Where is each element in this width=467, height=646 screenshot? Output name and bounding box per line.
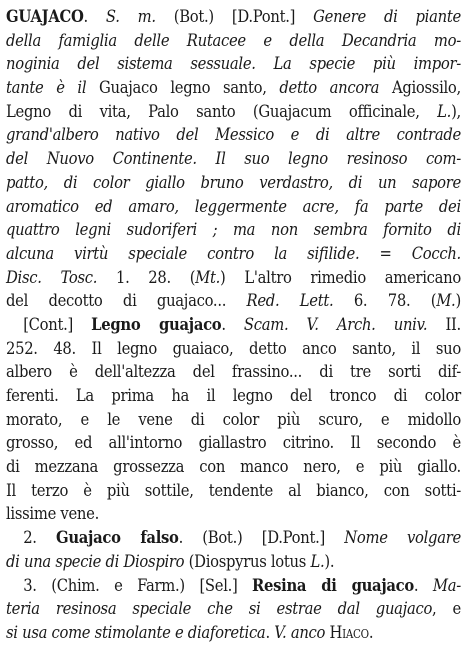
text-line <box>6 172 461 196</box>
text-segment: grand'albero nativo del Messico e di altre contrade <box>6 125 461 146</box>
text-segment: alcuna virtù speciale contro la sifilide. <box>6 243 360 264</box>
text-segment: Cocch. <box>411 243 461 264</box>
text-line <box>6 124 461 148</box>
text-segment: Legno di vita, Palo santo (Guajacum officinale, <box>6 101 438 122</box>
text-line <box>6 6 461 30</box>
text-segment: Guajaco legno santo, <box>86 78 280 99</box>
text-line <box>6 527 461 551</box>
dictionary-entry <box>6 6 461 646</box>
text-line <box>6 290 461 314</box>
text-segment: II. <box>427 314 461 335</box>
text-line <box>6 503 461 527</box>
text-segment: 1. 28. ( <box>97 267 196 288</box>
text-segment: ), <box>451 101 461 122</box>
text-segment: L. <box>437 101 452 122</box>
text-line <box>6 456 461 480</box>
text-line <box>6 53 461 77</box>
text-segment: morato, e le vene di color più scuro, e midollo <box>6 409 461 430</box>
text-segment: S. m. <box>105 7 156 27</box>
headword: Guajaco falso <box>56 528 179 549</box>
text-segment: teria resinosa speciale che si estrae dal guajaco <box>6 599 433 620</box>
text-line <box>6 338 461 362</box>
text-line <box>6 101 461 125</box>
text-segment: (Bot.) [D.Pont.] <box>155 7 314 27</box>
text-line <box>6 30 461 54</box>
text-segment: . <box>83 7 106 27</box>
text-line <box>6 551 461 575</box>
text-segment: Hiaco <box>325 622 369 643</box>
text-segment: Agiossilo, <box>379 78 461 99</box>
text-segment: aromatico ed amaro, leggermente acre, fa parte dei <box>6 196 461 217</box>
text-segment: noginia del sistema sessuale. La specie più impor- <box>6 54 461 75</box>
text-segment: . <box>265 622 275 643</box>
text-segment: grosso, ed all'intorno giallastro citrino. Il secondo è <box>6 433 461 454</box>
text-segment: si usa come stimolante e diaforetica <box>6 622 266 643</box>
text-line <box>6 480 461 504</box>
text-segment: ferenti. La prima ha il legno del tronco di color <box>6 386 461 406</box>
text-segment: L. <box>310 551 325 572</box>
text-segment: di una specie di Diospiro <box>6 551 185 572</box>
text-segment: quattro legni sudoriferi ; ma non sembra fornito di <box>6 220 461 241</box>
text-line <box>6 598 461 622</box>
text-segment: . (Bot.) [D.Pont.] <box>178 528 345 549</box>
text-segment: (Diospyrus lotus <box>184 551 311 572</box>
text-line <box>6 196 461 220</box>
text-segment: patto, di color giallo bruno verdastro, di un sapore <box>6 172 461 193</box>
text-segment: . <box>413 575 433 596</box>
text-segment: [Cont.] <box>23 314 92 335</box>
text-segment: del Nuovo Continente. Il suo legno resinoso com- <box>6 149 461 170</box>
text-line <box>6 219 461 243</box>
headword: Legno guajaco <box>91 314 222 335</box>
text-segment: 3. (Chim. e Farm.) [Sel.] <box>23 575 253 596</box>
text-segment: 252. 48. Il legno guaiaco, detto anco santo, il suo <box>6 338 461 359</box>
text-line <box>6 314 461 338</box>
text-segment: della famiglia delle Rutacee e della Decandria mo- <box>6 30 461 51</box>
text-line <box>6 243 461 267</box>
text-segment: Ma- <box>432 575 461 596</box>
text-line <box>6 409 461 433</box>
text-segment: 6. 78. ( <box>333 291 437 312</box>
text-line <box>6 77 461 101</box>
text-segment: Disc. Tosc. <box>6 267 98 288</box>
text-line <box>6 432 461 456</box>
text-segment: ). <box>324 551 335 572</box>
text-segment: ) <box>455 291 461 312</box>
text-segment: . <box>368 622 374 643</box>
text-segment: lissime vene. <box>6 504 99 525</box>
text-line <box>6 148 461 172</box>
text-segment: ) L'altro rimedio americano <box>220 267 461 288</box>
text-segment: Red. Lett. <box>246 291 334 312</box>
text-segment: tante è il <box>6 78 87 99</box>
headword: Resina di guajaco <box>252 575 414 596</box>
text-segment: albero è dell'altezza del frassino... di tre sorti dif- <box>6 362 461 383</box>
text-segment: Scam. V. Arch. univ. <box>243 314 428 335</box>
text-line <box>6 575 461 599</box>
text-segment: M. <box>436 291 456 312</box>
text-segment: Mt. <box>195 267 221 288</box>
text-segment: Nome volgare <box>344 528 461 549</box>
text-segment: di mezzana grossezza con manco nero, e più giallo. <box>6 457 461 478</box>
text-line <box>6 361 461 385</box>
text-segment: 2. <box>23 528 57 549</box>
text-segment: . <box>221 314 244 335</box>
text-segment: Il terzo è più sottile, tendente al bianco, con sotti- <box>6 480 461 501</box>
text-segment: V. anco <box>274 622 326 643</box>
text-line <box>6 385 461 409</box>
text-segment: = <box>359 243 412 264</box>
text-segment: , e <box>432 599 461 620</box>
headword: GUAJACO <box>6 7 84 27</box>
text-line <box>6 267 461 291</box>
text-line <box>6 622 461 646</box>
text-segment: del decotto di guajaco... <box>6 291 247 312</box>
text-segment: Genere di piante <box>313 7 461 27</box>
text-segment: detto ancora <box>279 78 380 99</box>
